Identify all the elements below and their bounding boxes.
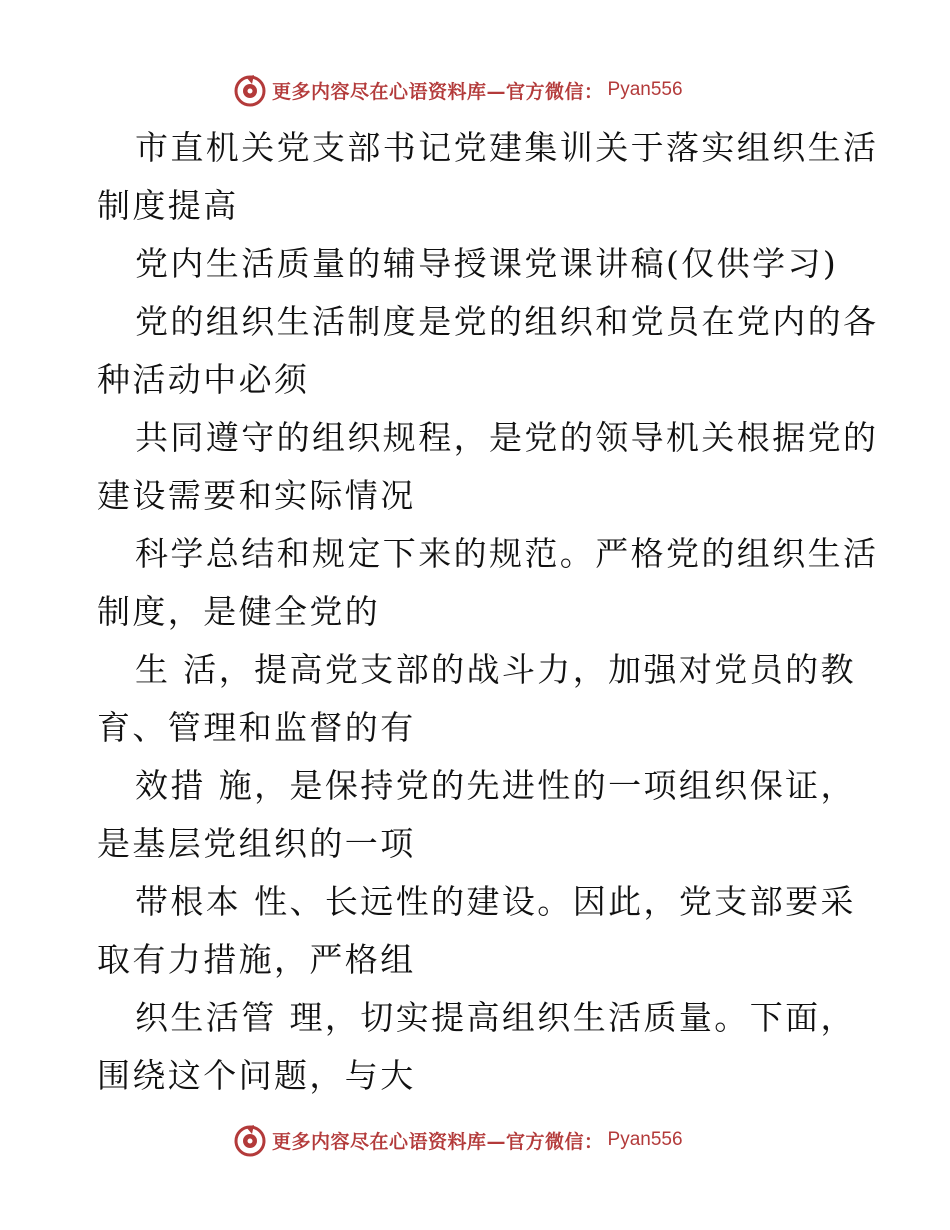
text-line: 生 活，提高党支部的战斗力，加强对党员的教 — [135, 650, 856, 689]
text-line: 带根本 性、长远性的建设。因此，党支部要采 — [135, 882, 856, 921]
text-line: 建设需要和实际情况 — [97, 476, 416, 515]
text-line: 是基层党组织的一项 — [97, 824, 416, 863]
text-line: 制度，是健全党的 — [97, 592, 381, 631]
text-line: 效措 施，是保持党的先进性的一项组织保证， — [135, 766, 856, 805]
red-circle-pen-logo-icon — [232, 1122, 268, 1158]
watermark-text: 更多内容尽在心语资料库—官方微信： — [272, 80, 604, 103]
red-circle-pen-logo-icon — [232, 72, 268, 108]
text-line: 育、管理和监督的有 — [97, 708, 416, 747]
text-line: 种活动中必须 — [97, 360, 310, 399]
footer-watermark — [232, 1120, 683, 1160]
text-line: 织生活管 理，切实提高组织生活质量。下面， — [135, 998, 856, 1037]
header-watermark — [232, 70, 683, 110]
text-line: 共同遵守的组织规程，是党的领导机关根据党的 — [135, 418, 879, 457]
text-line: 科学总结和规定下来的规范。严格党的组织生活 — [135, 534, 879, 573]
text-line: 党的组织生活制度是党的组织和党员在党内的各 — [135, 302, 879, 341]
text-line: 市直机关党支部书记党建集训关于落实组织生活 — [135, 128, 879, 167]
watermark-text: 更多内容尽在心语资料库—官方微信： — [272, 1130, 604, 1153]
watermark-id: Pyan556 — [607, 79, 683, 100]
watermark-id: Pyan556 — [607, 1129, 683, 1150]
text-line: 围绕这个问题，与大 — [97, 1056, 416, 1095]
text-line: 取有力措施，严格组 — [97, 940, 416, 979]
body-text — [97, 119, 879, 1105]
text-line: 制度提高 — [97, 186, 239, 225]
text-line: 党内生活质量的辅导授课党课讲稿(仅供学习) — [135, 244, 839, 283]
